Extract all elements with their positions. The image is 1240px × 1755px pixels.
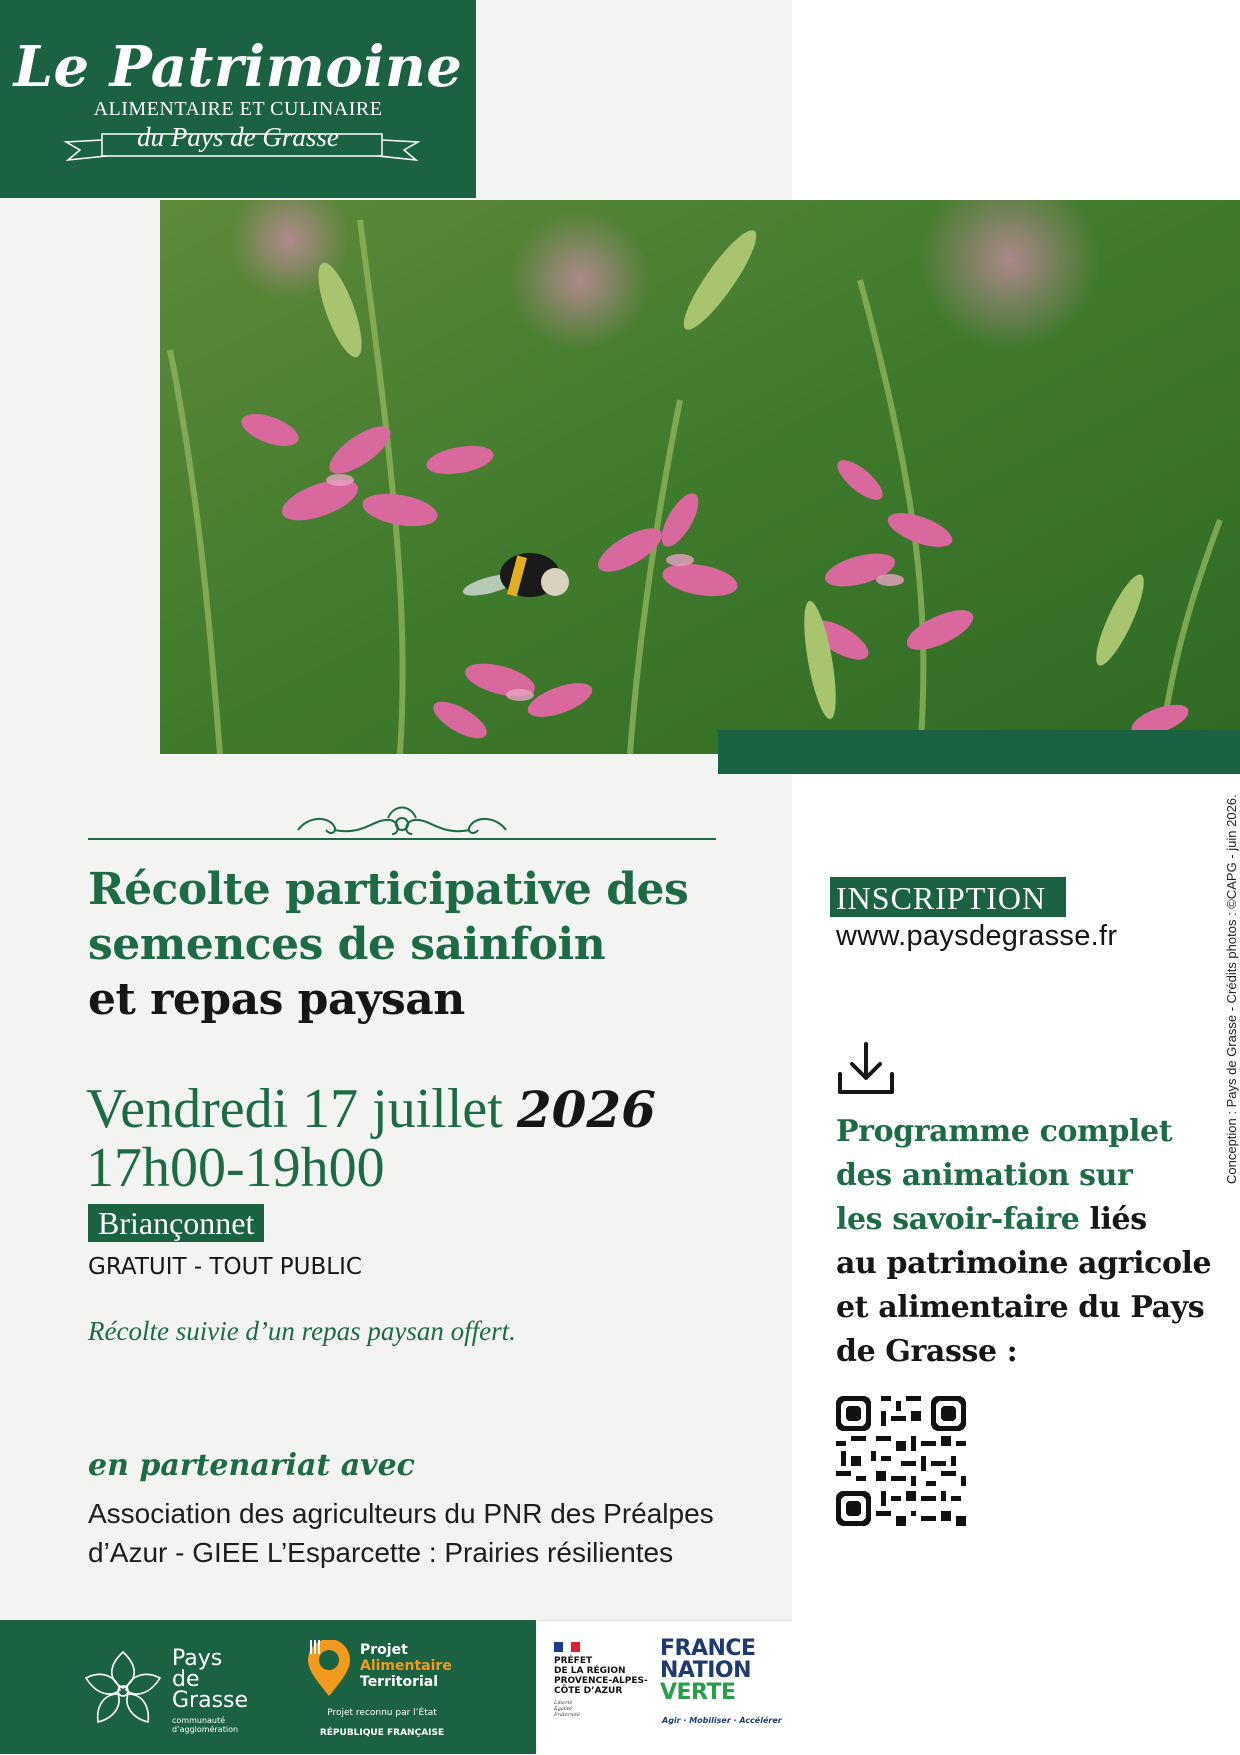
pat-line-3: Territorial [360,1674,439,1690]
prefet-motto-2: Égalité [554,1706,572,1712]
fnv-tagline: Agir · Mobiliser · Accélérer [662,1716,782,1725]
pat-line-2: Alimentaire [360,1658,452,1674]
prefet-line-3: PROVENCE-ALPES- [554,1676,648,1686]
program-line-3-dark: liés [1079,1202,1147,1237]
program-line-5: et alimentaire du Pays [836,1290,1205,1325]
prefet-line-4: CÔTE D’AZUR [554,1686,623,1696]
partner-text [88,1494,788,1572]
sainfoin-photo [160,200,1240,754]
french-flag-icon [554,1642,580,1652]
pdg-name-2: de [172,1667,200,1692]
program-line-3 [836,1198,1216,1242]
partnership-heading: en partenariat avec [88,1448,415,1483]
brand-title: Le Patrimoine [13,34,463,100]
event-title-line-1: Récolte participative des [88,864,689,915]
france-nation-verte-logo [660,1638,756,1704]
flower-logo-icon [78,1644,168,1730]
qr-code[interactable] [836,1396,966,1526]
program-line-6: de Grasse : [836,1334,1018,1369]
download-icon[interactable] [836,1040,896,1098]
photo-accent-bar [718,730,1240,774]
registration-label: INSCRIPTION [830,877,1066,917]
program-line-2: des animation sur [836,1158,1133,1193]
fnv-line-1: FRANCE [660,1636,756,1661]
prefet-label [554,1656,648,1696]
brand-subtitle: ALIMENTAIRE ET CULINAIRE [93,98,383,120]
brand-place: du Pays de Grasse [137,122,339,152]
event-date-text: Vendredi 17 juillet [86,1078,503,1140]
partner-line-1: Association des agriculteurs du PNR des Préalpes [88,1498,714,1529]
prefet-line-1: PRÉFET [554,1656,593,1666]
footer-green-band [0,1620,536,1754]
prefet-motto [554,1700,580,1718]
event-date [86,1080,656,1139]
registration-link[interactable]: www.paysdegrasse.fr [836,920,1118,952]
footer [0,1620,1240,1754]
food-project-icon [306,1640,352,1698]
program-line-3-green: les savoir-faire [836,1202,1080,1237]
pdg-name-1: Pays [172,1646,223,1671]
event-title [88,862,728,1027]
pdg-sub-2: d’agglomération [172,1725,239,1734]
prefet-line-2: DE LA RÉGION [554,1666,626,1676]
brand-header [0,0,476,198]
pdg-name-3: Grasse [172,1688,249,1713]
location-badge: Briançonnet [88,1204,264,1242]
program-text [836,1110,1216,1374]
program-line-4: au patrimoine agricole [836,1246,1212,1281]
pdg-sub-1: communauté [172,1716,226,1725]
partner-line-2: d’Azur - GIEE L’Esparcette : Prairies résilientes [88,1537,674,1568]
prefet-motto-3: Fraternité [554,1712,580,1718]
event-note: Récolte suivie d’un repas paysan offert. [88,1316,516,1346]
event-year: 2026 [516,1080,656,1139]
program-line-1: Programme complet [836,1114,1173,1149]
event-title-line-2: semences de sainfoin [88,919,606,970]
prefet-motto-1: Liberté [554,1700,573,1706]
fnv-line-3: VERTE [660,1680,736,1705]
event-time: 17h00-19h00 [86,1137,385,1199]
fnv-line-2: NATION [660,1658,752,1683]
pdg-subtitle [172,1716,238,1734]
pdg-name [172,1648,248,1711]
pat-republic: RÉPUBLIQUE FRANÇAISE [319,1728,445,1738]
pat-recognition: Projet reconnu par l’État [327,1708,437,1718]
pat-title [360,1642,452,1690]
flourish-ornament [294,800,510,842]
photo-credits: Conception : Pays de Grasse - Crédits photos : ©CAPG - juin 2026. [1224,794,1239,1184]
event-title-line-3: et repas paysan [88,974,465,1025]
pat-line-1: Projet [360,1642,408,1658]
pricing-text: GRATUIT - TOUT PUBLIC [88,1254,362,1280]
